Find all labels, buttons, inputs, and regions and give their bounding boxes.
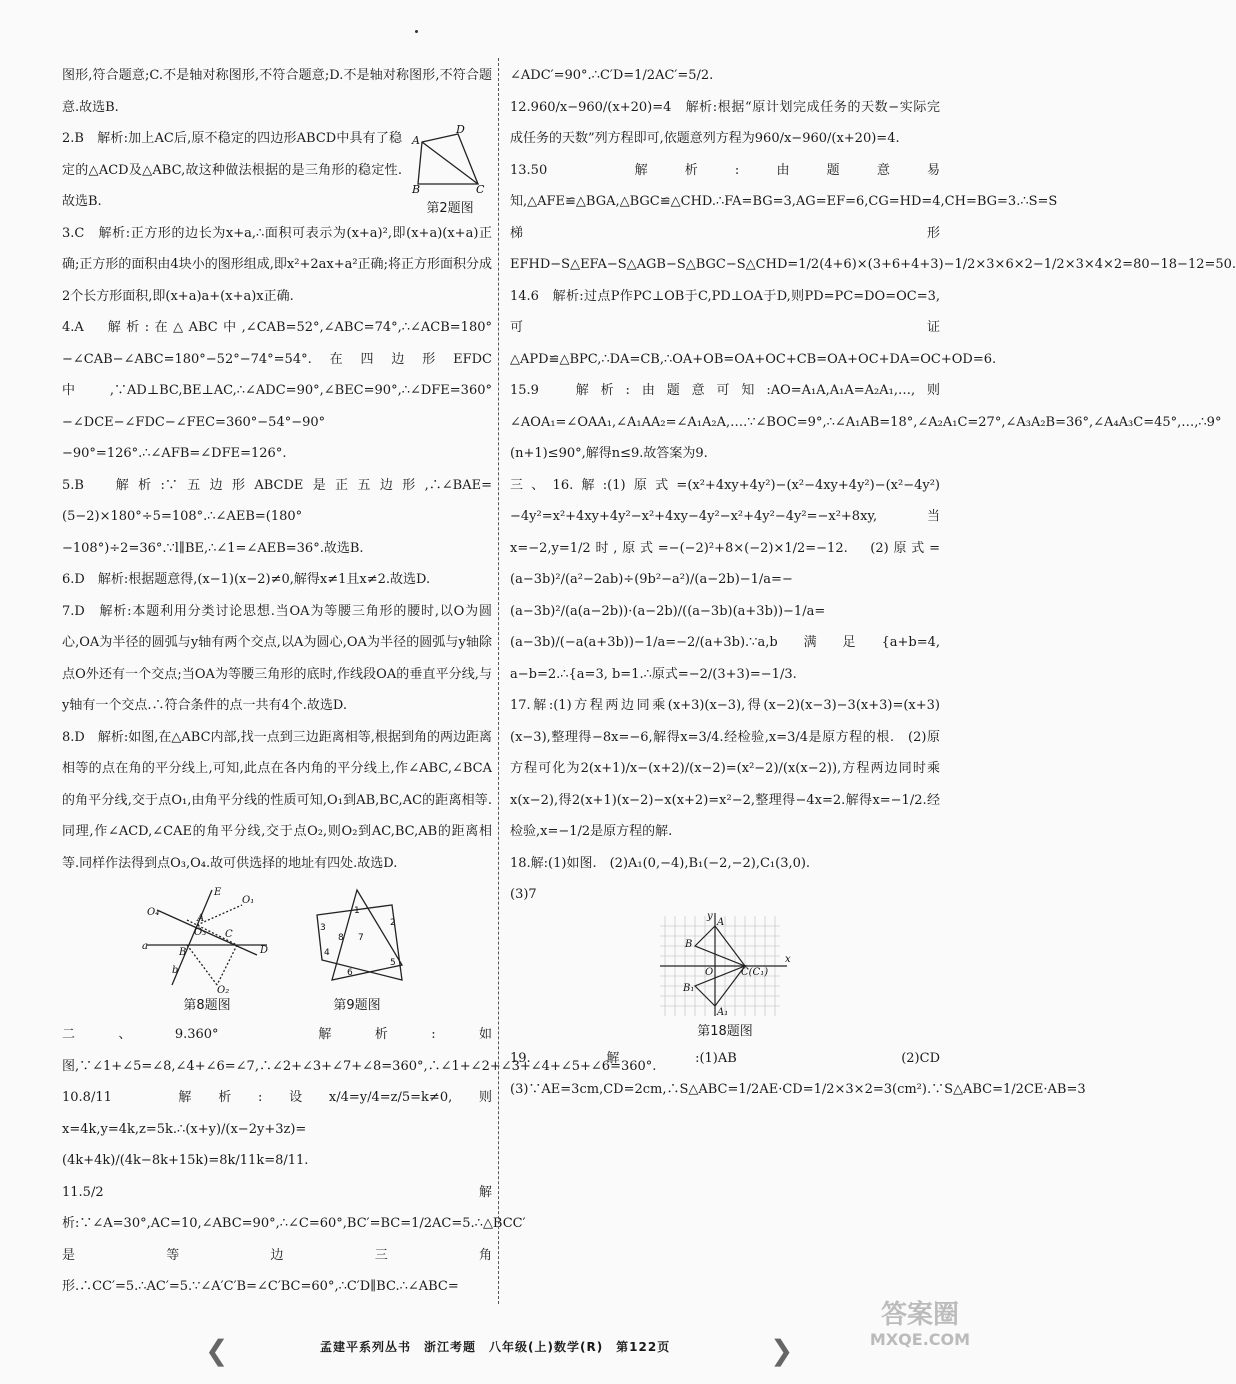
answer-14: 14.6 解析:过点P作PC⊥OB于C,PD⊥OA于D,则PD=PC=DO=OC=3,可证△APD≌△BPC,∴DA=CB,∴OA+OB=OA+OC+CB=OA+OC+DA=OC+OD=6.	[510, 288, 997, 367]
answer-4: 4.A 解析:在△ABC中,∠CAB=52°,∠ABC=74°,∴∠ACB=180°−∠CAB−∠ABC=180°−52°−74°=54°.在四边形EFDC中,∵AD⊥BC,BE⊥AC,∴∠ADC=90°,∠BEC=90°,∴∠DFE=360°−∠DCE−∠FDC−∠FEC=360°−54°−90°−90°=126°.∴∠AFB=∠DFE=126°.	[62, 320, 492, 461]
svg-text:O₄: O₄	[147, 907, 160, 918]
answer-6: 6.D 解析:根据题意得,(x−1)(x−2)≠0,解得x≠1且x≠2.故选D.	[62, 572, 431, 587]
column-divider	[498, 58, 499, 1304]
svg-text:a: a	[142, 941, 148, 952]
svg-text:A: A	[412, 134, 420, 147]
svg-text:C: C	[225, 929, 233, 940]
answer-5: 5.B 解析:∵五边形ABCDE是正五边形,∴∠BAE=(5−2)×180°÷5=108°.∴∠AEB=(180°−108°)÷2=36°.∵l∥BE,∴∠1=∠AEB=36°.故选B.	[62, 477, 492, 556]
svg-text:B: B	[179, 947, 187, 958]
watermark-url: MXQE.COM	[869, 1330, 971, 1349]
answer-9: 二、9.360° 解析:如图,∵∠1+∠5=∠8,∠4+∠6=∠7,∴∠2+∠3+∠7+∠8=360°,∴∠1+∠2+∠3+∠4+∠5+∠6=360°.	[62, 1027, 657, 1074]
svg-text:O₃: O₃	[194, 927, 207, 938]
answer-18: 18.解:(1)如图. (2)A₁(0,−4),B₁(−2,−2),C₁(3,0).	[510, 855, 811, 871]
top-dot	[415, 30, 418, 33]
figure-9	[302, 885, 412, 1017]
page-footer	[0, 1330, 1000, 1370]
answer-13: 13.50 解析:由题意易知,△AFE≌△BGA,△BGC≌△CHD.∴FA=BG=3,AG=EF=6,CG=HD=4,CH=BG=3.∴S=S梯形EFHD−S△EFA−S△AGB−S△BGC−S△CHD=1/2(4+6)×(3+6+4+3)−1/2×3×6×2−1/2×3×4×2=80−18−12=50.	[510, 162, 1236, 272]
answer-17: 17.解:(1)方程两边同乘(x+3)(x−3),得(x−2)(x−3)−3(x+3)=(x+3)(x−3),整理得−8x=−6,解得x=3/4.经检验,x=3/4是原方程的根. (2)原方程可化为2(x+1)/x−(x+2)/(x−2)=(x²−2)/(x(x−2)),方程两边同时乘x(x−2),得2(x+1)(x−2)−x(x+2)=x²−2,整理得−4x=2.解得x=−1/2.经检验,x=−1/2是原方程的解.	[510, 698, 940, 839]
right-column	[510, 60, 1236, 1106]
svg-text:D: D	[456, 123, 465, 136]
answer-12: 12.960/x−960/(x+20)=4 解析:根据“原计划完成任务的天数−实际完成任务的天数”列方程即可,依题意列方程为960/x−960/(x+20)=4.	[510, 99, 940, 146]
svg-text:b: b	[172, 965, 179, 976]
svg-text:y: y	[707, 910, 713, 922]
figure-8	[142, 885, 272, 1017]
answer-19: 19.解:(1)AB (2)CD (3)∵AE=3cm,CD=2cm,∴S△ABC=1/2AE·CD=1/2×3×2=3(cm²).∵S△ABC=1/2CE·AB=3	[510, 1050, 1086, 1097]
svg-text:2: 2	[390, 918, 396, 928]
figure-18	[510, 911, 940, 1043]
svg-text:O₂: O₂	[217, 985, 230, 996]
svg-text:C: C	[476, 183, 485, 196]
figure-2-diagram	[410, 124, 490, 194]
svg-text:C(C₁): C(C₁)	[741, 966, 769, 978]
svg-text:E: E	[214, 887, 222, 898]
chevron-right-icon: ❯	[770, 1334, 794, 1367]
figure-2-caption: 第2题图	[426, 201, 474, 216]
answer-2: 2.B 解析:加上AC后,原不稳定的四边形ABCD中具有了稳定的△ACD及△ABC,故这种做法根据的是三角形的稳定性.故选B.	[62, 131, 402, 209]
watermark-logo	[860, 1300, 980, 1349]
figures-8-9	[62, 885, 492, 1017]
figure-9-diagram	[302, 885, 412, 995]
figure-9-caption: 第9题图	[333, 998, 381, 1013]
answer-16: 三、16.解:(1)原式=(x²+4xy+4y²)−(x²−4xy+4y²)−(x²−4y²)−4y²=x²+4xy+4y²−x²+4xy−4y²−x²+4y²−4y²=−x²+8xy,当x=−2,y=1/2时,原式=−(−2)²+8×(−2)×1/2=−12. (2)原式=(a−3b)²/(a²−2ab)÷(9b²−a²)/(a−2b)−1/a=−(a−3b)²/(a(a−2b))·(a−2b)/((a−3b)(a+3b))−1/a=(a−3b)/(−a(a+3b))−1/a=−2/(a+3b).∵a,b满足{a+b=4, a−b=2.∴{a=3, b=1.∴原式=−2/(3+3)=−1/3.	[510, 477, 940, 682]
figure-18-caption: 第18题图	[697, 1023, 753, 1039]
svg-text:1: 1	[354, 906, 360, 916]
svg-text:D: D	[260, 945, 269, 956]
answer-10: 10.8/11 解析:设x/4=y/4=z/5=k≠0,则x=4k,y=4k,z=5k.∴(x+y)/(x−2y+3z)=(4k+4k)/(4k−8k+15k)=8k/11k=8/11.	[62, 1090, 492, 1168]
svg-text:A₁: A₁	[717, 1006, 729, 1018]
svg-text:B₁: B₁	[683, 982, 695, 994]
svg-text:O: O	[705, 966, 714, 978]
answer-3: 3.C 解析:正方形的边长为x+a,∴面积可表示为(x+a)²,即(x+a)(x+a)正确;正方形的面积由4块小的图形组成,即x²+2ax+a²正确;将正方形面积分成2个长方形面积,即(x+a)a+(x+a)x正确.	[62, 225, 492, 304]
figure-2	[410, 124, 490, 220]
svg-text:A: A	[717, 916, 725, 928]
figure-8-diagram	[142, 885, 272, 995]
svg-text:A: A	[197, 913, 205, 924]
svg-text:4: 4	[324, 948, 330, 958]
watermark-text: 答案圈	[880, 1300, 959, 1330]
svg-text:8: 8	[338, 933, 344, 943]
svg-text:x: x	[785, 953, 791, 965]
svg-text:5: 5	[390, 958, 396, 968]
svg-text:3: 3	[320, 923, 326, 933]
answer-18-part3: (3)7	[510, 887, 537, 902]
answer-15: 15.9 解析:由题意可知:AO=A₁A,A₁A=A₂A₁,…,则∠AOA₁=∠OAA₁,∠A₁AA₂=∠A₁A₂A,….∵∠BOC=9°,∴∠A₁AB=18°,∠A₂A₁C=27°,∠A₃A₂B=36°,∠A₄A₃C=45°,…,∴9°(n+1)≤90°,解得n≤9.故答案为9.	[510, 383, 1222, 461]
answer-11: 11.5/2 解析:∵∠A=30°,AC=10,∠ABC=90°,∴∠C=60°,BC′=BC=1/2AC=5.∴△BCC′是等边三角形.∴CC′=5.∴AC′=5.∵∠A′C′B=∠C′BC=60°,∴C′D∥BC.∴∠ABC=	[62, 1184, 526, 1294]
svg-text:O₁: O₁	[242, 895, 255, 906]
figure-18-diagram	[655, 911, 795, 1021]
figure-8-caption: 第8题图	[183, 998, 231, 1013]
svg-text:B: B	[412, 183, 421, 196]
svg-text:7: 7	[358, 933, 364, 943]
chevron-left-icon: ❮	[205, 1334, 229, 1367]
answer-1-tail: 图形,符合题意;C.不是轴对称图形,不符合题意;D.不是轴对称图形,不符合题意.故选B.	[62, 68, 492, 115]
answer-11-tail: ∠ADC′=90°.∴C′D=1/2AC′=5/2.	[510, 68, 714, 83]
answer-8: 8.D 解析:如图,在△ABC内部,找一点到三边距离相等,根据到角的两边距离相等的点在角的平分线上,可知,此点在各内角的平分线上,作∠ABC,∠BCA的角平分线,交于点O₁,由角平分线的性质可知,O₁到AB,BC,AC的距离相等.同理,作∠ACD,∠CAE的角平分线,交于点O₂,则O₂到AC,BC,AB的距离相等.同样作法得到点O₃,O₄.故可供选择的地址有四处.故选D.	[62, 729, 492, 871]
footer-text: 孟建平系列丛书 浙江考题 八年级(上)数学(R) 第122页	[320, 1340, 671, 1354]
svg-text:B: B	[685, 938, 693, 950]
svg-text:6: 6	[347, 968, 353, 978]
answer-7: 7.D 解析:本题利用分类讨论思想.当OA为等腰三角形的腰时,以O为圆心,OA为半径的圆弧与y轴有两个交点,以A为圆心,OA为半径的圆弧与y轴除点O外还有一个交点;当OA为等腰三角形的底时,作线段OA的垂直平分线,与y轴有一个交点.∴符合条件的点一共有4个.故选D.	[62, 603, 492, 713]
